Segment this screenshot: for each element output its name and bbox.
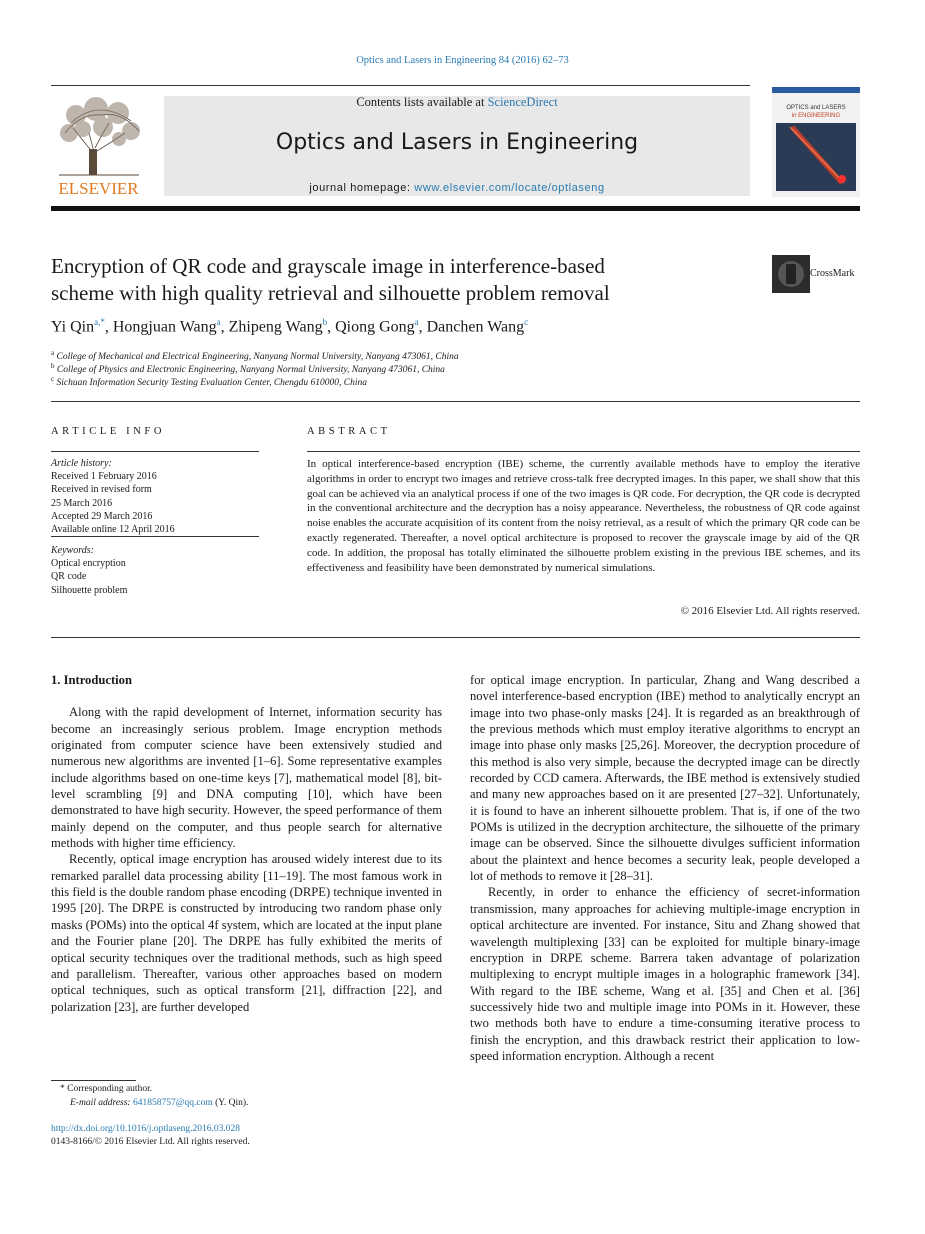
keyword: Optical encryption — [51, 558, 126, 570]
corresponding-text: Corresponding author. — [67, 1084, 153, 1094]
history-entry: Received 1 February 2016 — [51, 471, 157, 483]
keyword: QR code — [51, 571, 87, 583]
history-entry: Received in revised form — [51, 484, 152, 496]
paper-title-line-2: scheme with high quality retrieval and silhouette problem removal — [51, 281, 610, 305]
affiliation-mark: b — [51, 362, 55, 370]
elsevier-tree-logo — [51, 93, 146, 197]
keyword: Silhouette problem — [51, 584, 128, 596]
footnote-rule — [51, 1080, 136, 1081]
history-rule — [51, 536, 259, 537]
history-entry: Accepted 29 March 2016 — [51, 510, 153, 522]
doi-link[interactable]: http://dx.doi.org/10.1016/j.optlaseng.2016.03.028 — [51, 1124, 241, 1134]
author-separator: , — [104, 318, 113, 336]
paragraph: Along with the rapid development of Internet, information security has become an increasingly serious problem. Image encryption methods originated from computer science have been extensively studied and numerous new algorithms are invented [1–6]. Some representative examples include algorithms based on one-time keys [7], mathematical model [8], bit-level scrambling [9] and DNA computing [10], which have been demonstrated to have high security. However, the speed performance of them mainly depend on the computer, and thus people search for alternative methods with higher time efficiency. — [51, 705, 442, 851]
homepage-prefix: journal homepage: — [309, 182, 411, 194]
author-name: Zhipeng Wang — [228, 318, 323, 336]
author-affiliation-mark[interactable]: b — [322, 317, 328, 327]
author-name: Hongjuan Wang — [112, 318, 217, 336]
sciencedirect-link[interactable]: ScienceDirect — [487, 95, 558, 109]
header-thick-rule — [51, 206, 860, 211]
email-label: E-mail address: — [70, 1098, 131, 1108]
homepage-link[interactable]: www.elsevier.com/locate/optlaseng — [414, 182, 605, 194]
author-separator: , — [418, 318, 427, 336]
email-note — [70, 1098, 248, 1108]
author-affiliation-mark[interactable]: c — [524, 317, 529, 327]
author-affiliation-mark[interactable]: a,* — [94, 317, 105, 327]
affiliation-text: Sichuan Information Security Testing Evaluation Center, Chengdu 610000, China — [56, 378, 367, 389]
keywords-label: Keywords: — [51, 545, 94, 556]
crossmark-label: CrossMark — [810, 268, 855, 279]
affiliation-mark: c — [51, 375, 55, 383]
cover-title-line-2: in ENGINEERING — [791, 113, 841, 119]
body-top-rule — [51, 637, 860, 638]
abstract-copyright: © 2016 Elsevier Ltd. All rights reserved. — [680, 605, 860, 617]
affiliation-mark: a — [51, 349, 55, 357]
homepage-line — [164, 182, 750, 194]
author-list — [51, 317, 860, 336]
keywords — [51, 544, 259, 597]
contents-line — [164, 95, 750, 110]
article-info-heading: ARTICLE INFO — [51, 426, 166, 437]
paragraph: Recently, optical image encryption has aroused widely interest due to its remarked parallel data processing ability [11–19]. The most famous work in this field is the double random phase encoding (DRPE) technique invented in 1995 [20]. The DRPE is constructed by introducing two random phase only masks (POMs) into the optical 4f system, which are located at the input plane and the Fourier plane [20]. The DRPE has fully exhibited the merits of optical security techniques over the traditional methods, such as high speed and parallelism. Thereafter, various other approaches based on modern optical techniques, such as optical transform [21], diffraction [22], and polarization [23], are further developed — [51, 852, 443, 1014]
section-heading: 1. Introduction — [51, 673, 132, 687]
author-separator: , — [327, 318, 336, 336]
author-name: Danchen Wang — [426, 318, 525, 336]
journal-title: Optics and Lasers in Engineering — [275, 130, 639, 155]
paper-title — [51, 253, 751, 307]
history-entry: 25 March 2016 — [51, 497, 113, 509]
article-history — [51, 457, 259, 536]
email-link[interactable]: 641858757@qq.com — [132, 1098, 213, 1108]
history-entry: Available online 12 April 2016 — [51, 524, 175, 536]
issn-line: 0143-8166/© 2016 Elsevier Ltd. All rights reserved. — [51, 1137, 250, 1147]
history-label: Article history: — [51, 458, 112, 469]
corresponding-author-note — [60, 1084, 152, 1094]
author-name: Yi Qin — [51, 318, 95, 336]
asterisk-mark: * — [60, 1084, 65, 1094]
author-name: Qiong Gong — [335, 318, 415, 336]
journal-reference[interactable]: Optics and Lasers in Engineering 84 (2016) 62–73 — [356, 55, 569, 66]
author-affiliation-mark[interactable]: a — [414, 317, 419, 327]
email-suffix: (Y. Qin). — [215, 1098, 249, 1108]
affiliation-rule — [51, 401, 860, 402]
abstract-heading: ABSTRACT — [307, 426, 391, 437]
body-column-right — [470, 672, 860, 1064]
author-affiliation-mark[interactable]: a — [216, 317, 221, 327]
contents-prefix: Contents lists available at — [356, 95, 485, 109]
crossmark-icon — [772, 255, 810, 293]
affiliation-text: College of Physics and Electronic Engineering, Nanyang Normal University, Nanyang 473061, China — [56, 365, 445, 376]
cover-title-line-1: OPTICS and LASERS — [786, 105, 846, 111]
article-info-rule — [51, 451, 259, 452]
crossmark-badge[interactable] — [772, 255, 862, 293]
paragraph: for optical image encryption. In particular, Zhang and Wang described a novel interference-based encryption (IBE) method to analytically encrypt an image into two phase-only masks [24]. It is regarded as an breakthrough of the previous methods which must employ iterative algorithms to encrypt an image into phase only masks [25,26]. Moreover, the decryption procedure of this method is also very simple, because the decrypted image can be directly recorded by CCD camera. Afterwards, the IBE method is extensively studied and many new approaches based on it are presented [27–32]. Unfortunately, it is found to have an inherent silhouette problem. That is, if one of the two POMs is utilized in the decryption architecture, the silhouette of the primary image can be observed. Since the silhouette divulges sufficient information about the plaintext and hence becomes a security leak, people developed a lot of methods to remove it [28–31]. — [470, 673, 860, 884]
body-column-left — [51, 672, 442, 1015]
abstract-text: In optical interference-based encryption (IBE) scheme, the currently available methods have to employ the iterative algorithms in order to encrypt two images and retrieve cross-talk free decrypted images. In this paper, we shall show that this goal can be achieved via an analytical process if one of the two images is QR code. For decryption, the QR code is decrypted in the conventional architecture and the decryption has a noisy appearance. Nevertheless, the robustness of QR code against noise enables the accurate acquisition of its content from the noisy retrieval, as a result of which the primary QR code can be exactly regenerated. Thereafter, a novel optical architecture is proposed to recover the grayscale image by aid of the QR code. In addition, the proposal has totally eliminated the silhouette problem existing in the previous IBE schemes, and its effectiveness and feasibility have been demonstrated by numerical simulations. — [307, 458, 860, 574]
author-separator: , — [220, 318, 229, 336]
paragraph: Recently, in order to enhance the efficiency of secret-information transmission, many approaches for achieving multiple-image encryption in optical architecture are invented. For instance, Situ and Zhang showed that wavelength multiplexing [33] can be exploited for multiple binary-image encryption in DRPE scheme. Barrera taken advantage of polarization multiplexing to encrypt multiple images in a holographic framework [34]. With regard to the IBE scheme, Wang et al. [35] and Chen et al. [36] successively hide two and multiple image into POMs in it. However, these two methods both have to endure a time-consuming iterative process to finish the encryption, and this drawback restrict their application to low-speed information encryption. Although a recent — [470, 885, 860, 1063]
abstract-rule — [307, 451, 860, 452]
affiliation-text: College of Mechanical and Electrical Engineering, Nanyang Normal University, Nanyang 473061, China — [56, 352, 459, 363]
header-top-rule — [51, 85, 750, 86]
affiliation — [51, 375, 367, 388]
affiliation — [51, 362, 445, 375]
paper-title-line-1: Encryption of QR code and grayscale image in interference-based — [51, 254, 605, 278]
affiliation — [51, 349, 459, 362]
elsevier-wordmark: ELSEVIER — [58, 179, 139, 197]
journal-cover-thumbnail[interactable] — [772, 87, 860, 197]
